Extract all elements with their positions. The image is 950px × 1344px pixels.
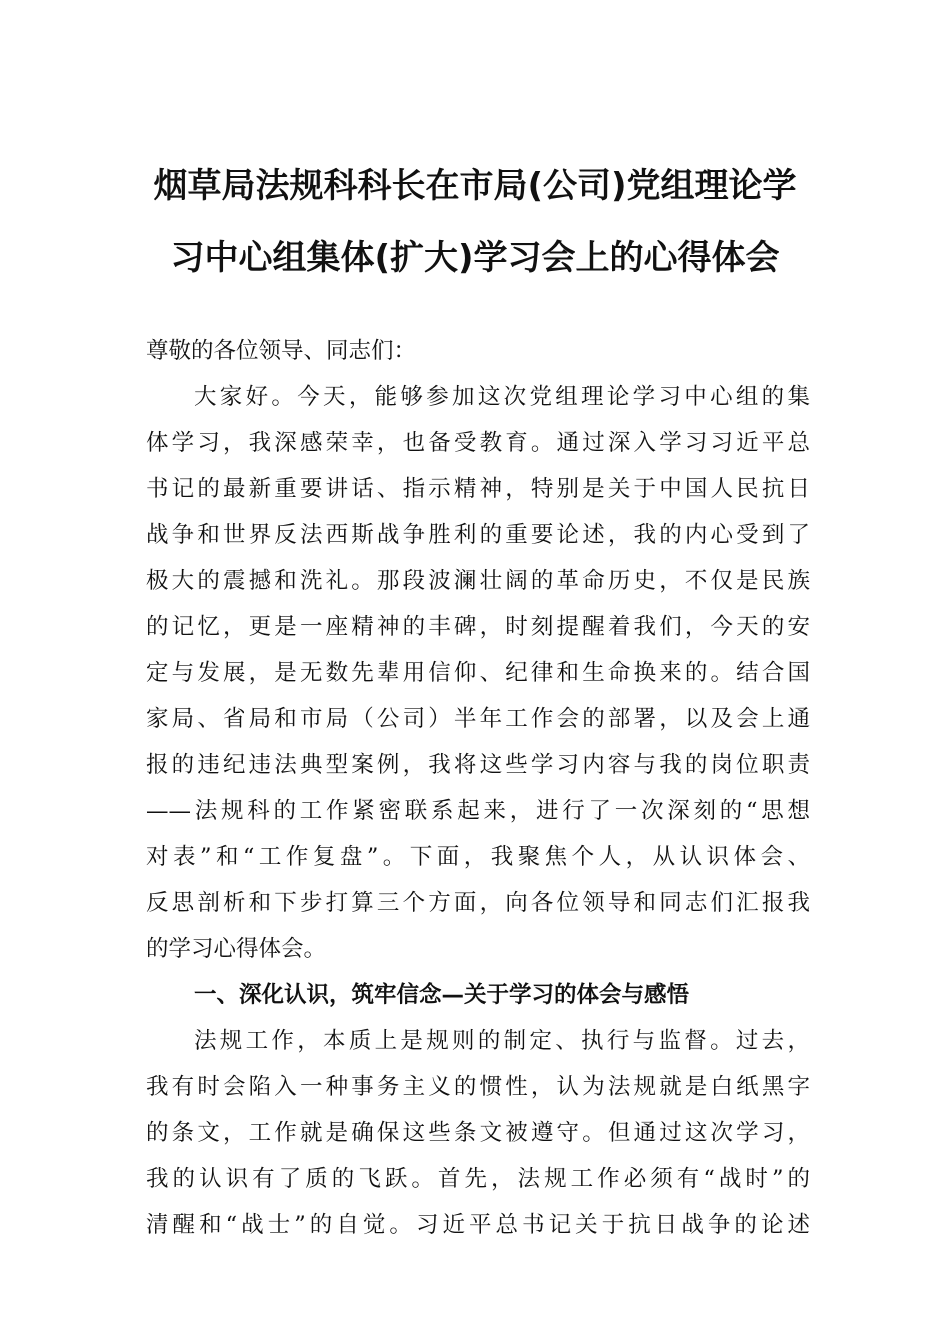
paragraph-1 xyxy=(146,374,810,972)
paragraph-line: 家局、省局和市局（公司）半年工作会的部署，以及会上通 xyxy=(146,706,810,732)
salutation: 尊敬的各位领导、同志们： xyxy=(146,338,417,364)
paragraph-line: 清醒和“战士”的自觉。习近平总书记关于抗日战争的论述 xyxy=(146,1212,810,1238)
paragraph-line: ——法规科的工作紧密联系起来，进行了一次深刻的“思想 xyxy=(146,798,810,824)
paragraph-line: 极大的震撼和洗礼。那段波澜壮阔的革命历史，不仅是民族 xyxy=(146,568,810,594)
document-title xyxy=(120,150,830,294)
paragraph-line: 书记的最新重要讲话、指示精神，特别是关于中国人民抗日 xyxy=(146,476,810,502)
paragraph-line: 我的认识有了质的飞跃。首先，法规工作必须有“战时”的 xyxy=(146,1166,810,1192)
paragraph-line: 的学习心得体会。 xyxy=(146,936,327,962)
paragraph-line: 法规工作，本质上是规则的制定、执行与监督。过去， xyxy=(194,1028,810,1054)
document-body xyxy=(146,328,810,1248)
paragraph-line: 战争和世界反法西斯战争胜利的重要论述，我的内心受到了 xyxy=(146,522,810,548)
title-line-1: 烟草局法规科科长在市局(公司)党组理论学 xyxy=(153,166,797,206)
paragraph-line: 体学习，我深感荣幸，也备受教育。通过深入学习习近平总 xyxy=(146,430,810,456)
paragraph-line: 定与发展，是无数先辈用信仰、纪律和生命换来的。结合国 xyxy=(146,660,810,686)
title-line-2: 习中心组集体(扩大)学习会上的心得体会 xyxy=(170,238,780,278)
paragraph-line: 我有时会陷入一种事务主义的惯性，认为法规就是白纸黑字 xyxy=(146,1074,810,1100)
paragraph-2 xyxy=(146,1018,810,1248)
paragraph-line: 报的违纪违法典型案例，我将这些学习内容与我的岗位职责 xyxy=(146,752,810,778)
paragraph-line: 的记忆，更是一座精神的丰碑，时刻提醒着我们，今天的安 xyxy=(146,614,810,640)
paragraph-line: 对表”和“工作复盘”。下面，我聚焦个人，从认识体会、 xyxy=(146,844,810,870)
section-heading: 一、深化认识，筑牢信念—关于学习的体会与感悟 xyxy=(194,982,690,1008)
paragraph-line: 的条文，工作就是确保这些条文被遵守。但通过这次学习， xyxy=(146,1120,810,1146)
paragraph-line: 大家好。今天，能够参加这次党组理论学习中心组的集 xyxy=(194,384,810,410)
paragraph-line: 反思剖析和下步打算三个方面，向各位领导和同志们汇报我 xyxy=(146,890,810,916)
